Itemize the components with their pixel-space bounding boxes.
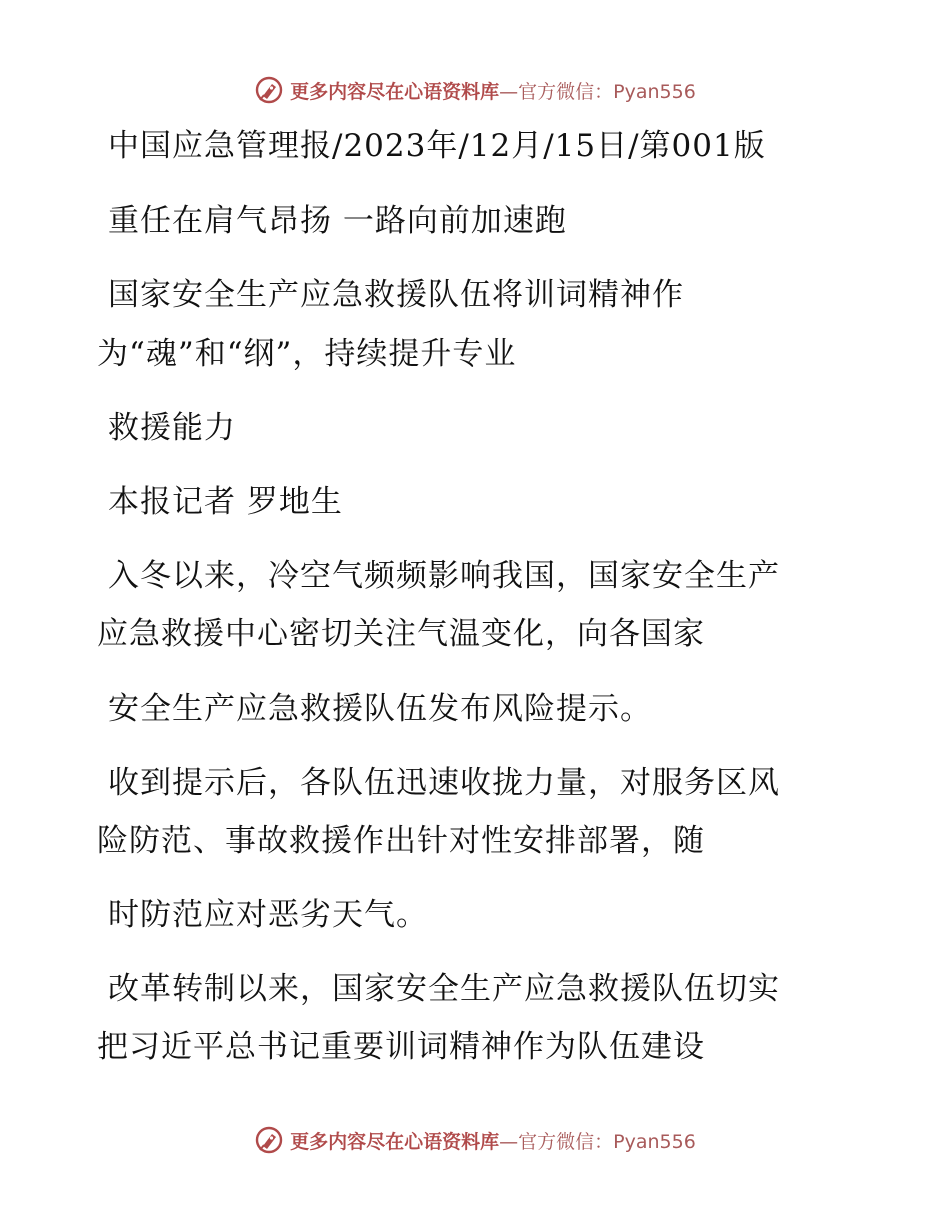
paragraph-line: 把习近平总书记重要训词精神作为队伍建设	[97, 1029, 705, 1065]
paragraph-line: 险防范、事故救援作出针对性安排部署，随	[97, 823, 705, 859]
watermark-tail: 官方微信：Pyan556	[518, 80, 696, 103]
watermark-text	[290, 77, 696, 104]
watermark-dash: —	[499, 1130, 519, 1153]
pen-nib-logo-icon	[254, 75, 284, 105]
subtitle-line: 国家安全生产应急救援队伍将训词精神作	[108, 277, 684, 313]
subtitle-line: 为“魂”和“纲”，持续提升专业	[97, 336, 517, 372]
subtitle-line: 救援能力	[108, 410, 236, 446]
watermark-text	[290, 1127, 696, 1154]
dateline: 中国应急管理报/2023年/12月/15日/第001版	[108, 128, 766, 164]
byline: 本报记者 罗地生	[108, 484, 343, 520]
watermark-main: 更多内容尽在心语资料库	[290, 1130, 500, 1153]
watermark-main: 更多内容尽在心语资料库	[290, 80, 500, 103]
paragraph-line: 应急救援中心密切关注气温变化，向各国家	[97, 616, 705, 652]
paragraph-line: 时防范应对恶劣天气。	[108, 897, 428, 933]
paragraph-line: 改革转制以来，国家安全生产应急救援队伍切实	[108, 971, 780, 1007]
pen-nib-logo-icon	[254, 1125, 284, 1155]
paragraph-line: 入冬以来，冷空气频频影响我国，国家安全生产	[108, 558, 780, 594]
watermark-header	[0, 72, 950, 108]
watermark-footer	[0, 1122, 950, 1158]
paragraph-line: 收到提示后，各队伍迅速收拢力量，对服务区风	[108, 765, 780, 801]
headline: 重任在肩气昂扬 一路向前加速跑	[108, 203, 567, 239]
watermark-tail: 官方微信：Pyan556	[518, 1130, 696, 1153]
paragraph-line: 安全生产应急救援队伍发布风险提示。	[108, 691, 652, 727]
watermark-dash: —	[499, 80, 519, 103]
